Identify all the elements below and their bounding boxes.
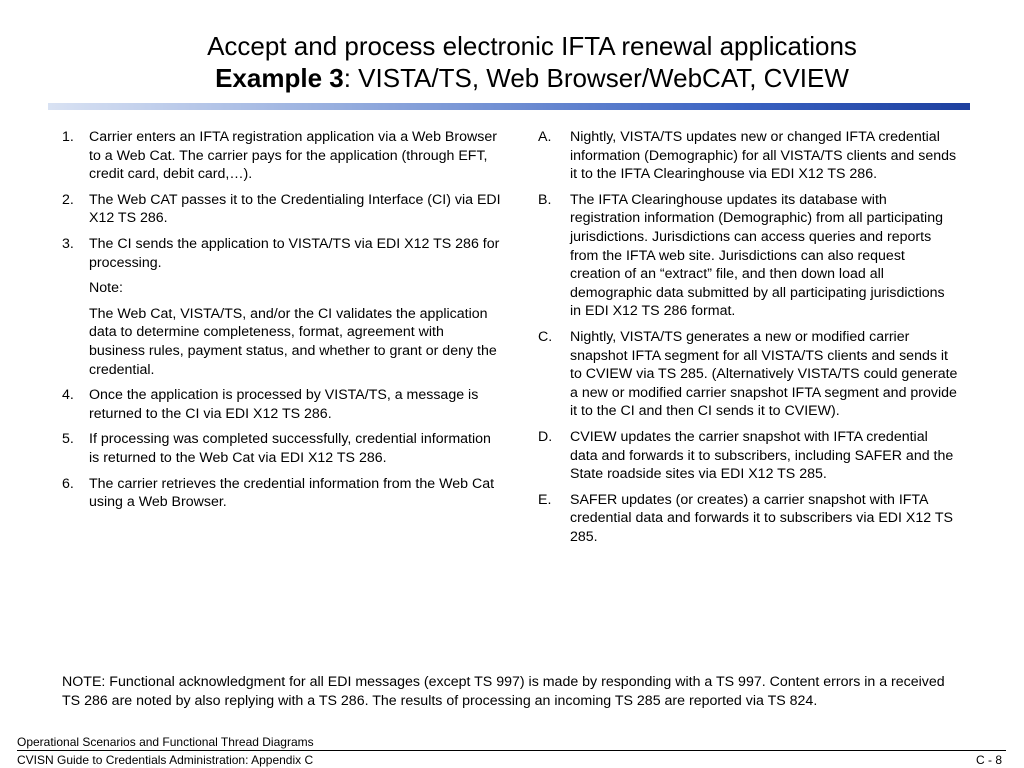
- list-item: [62, 430, 502, 467]
- note-label: Note:: [89, 280, 123, 297]
- functional-ack-note: NOTE: Functional acknowledgment for all EDI messages (except TS 997) is made by responding with a TS 997. Content errors in a received TS 286 are noted by also replying with a TS 286. The results of processing an incoming TS 285 are reported via TS 824.: [62, 674, 945, 709]
- list-item-text: Carrier enters an IFTA registration application via a Web Browser to a Web Cat. The carrier pays for the application (through EFT, credit card, debit card,…).: [89, 129, 497, 183]
- list-item-marker: A.: [538, 129, 552, 145]
- page-number: C - 8: [975, 753, 1002, 767]
- list-item-text: The carrier retrieves the credential information from the Web Cat using a Web Browser.: [89, 475, 495, 511]
- title-line-2: [60, 62, 1004, 94]
- list-item-text: CVIEW updates the carrier snapshot with IFTA credential data and forwards it to subscribers, including SAFER and the State roadside sites via EDI X12 TS 285.: [570, 428, 954, 483]
- list-item: [62, 386, 502, 423]
- list-item-marker: 5.: [62, 431, 74, 448]
- list-item-text: Nightly, VISTA/TS generates a new or modified carrier snapshot IFTA segment for all VISTA/TS clients and sends it to CVIEW via TS 285. (Alternatively VISTA/TS could generate a new or modified carrier snapshot IFTA segment and provide it to the CI and then CI sends it to CVIEW).: [570, 328, 958, 420]
- right-step-list: [538, 128, 958, 553]
- title-example-text: : VISTA/TS, Web Browser/WebCAT, CVIEW: [343, 63, 849, 93]
- list-item-text: If processing was completed successfully, credential information is returned to the Web Cat via EDI X12 TS 286.: [89, 431, 491, 466]
- list-item: [538, 491, 958, 547]
- list-item-marker: B.: [538, 191, 552, 208]
- list-item-marker: C.: [538, 328, 553, 345]
- footer-document-title: CVISN Guide to Credentials Administration: Appendix C: [17, 753, 314, 767]
- list-item: [538, 328, 958, 421]
- title-line-1: Accept and process electronic IFTA renewal applications: [207, 31, 857, 61]
- list-item: [62, 475, 502, 512]
- note-text: The Web Cat, VISTA/TS, and/or the CI validates the application data to determine completeness, format, agreement with business rules, payment status, and whether to grant or deny the credential.: [89, 305, 497, 378]
- list-item: [62, 128, 502, 184]
- list-item-marker: 1.: [62, 129, 74, 145]
- title-divider: [48, 103, 970, 110]
- list-item: [538, 428, 958, 484]
- left-step-list: [62, 128, 502, 519]
- list-item-text: The IFTA Clearinghouse updates its database with registration information (Demographic) from all participating jurisdictions. Jurisdictions can access queries and reports from the IFTA web site. Jurisdictions can also request creation of an “extract” file, and then down load all demographic data submitted by all participating jurisdictions in EDI X12 TS 286 format.: [570, 191, 945, 320]
- list-item: [538, 128, 958, 184]
- footer-section-title: Operational Scenarios and Functional Thread Diagrams: [17, 735, 314, 749]
- list-item: [538, 191, 958, 321]
- list-item: [62, 191, 502, 228]
- list-item-marker: D.: [538, 428, 553, 445]
- list-item-marker: E.: [538, 491, 552, 508]
- list-item-marker: 3.: [62, 235, 74, 252]
- footer-divider: [17, 750, 1006, 751]
- page-title: [60, 30, 1004, 94]
- list-item-text: The Web CAT passes it to the Credentialing Interface (CI) via EDI X12 TS 286.: [89, 191, 501, 227]
- list-item: [62, 235, 502, 272]
- list-item-text: SAFER updates (or creates) a carrier snapshot with IFTA credential data and forwards it to subscribers via EDI X12 TS 285.: [570, 491, 953, 545]
- list-item-marker: 2.: [62, 191, 74, 208]
- list-item-marker: 6.: [62, 475, 74, 492]
- list-item-text: Nightly, VISTA/TS updates new or changed IFTA credential information (Demographic) for all VISTA/TS clients and sends it to the IFTA Clearinghouse via EDI X12 TS 286.: [570, 129, 957, 183]
- title-example-label: Example 3: [215, 63, 344, 93]
- list-item-text: The CI sends the application to VISTA/TS via EDI X12 TS 286 for processing.: [89, 235, 500, 271]
- list-item-text: Once the application is processed by VISTA/TS, a message is returned to the CI via EDI X12 TS 286.: [89, 387, 479, 422]
- list-item-marker: 4.: [62, 387, 74, 404]
